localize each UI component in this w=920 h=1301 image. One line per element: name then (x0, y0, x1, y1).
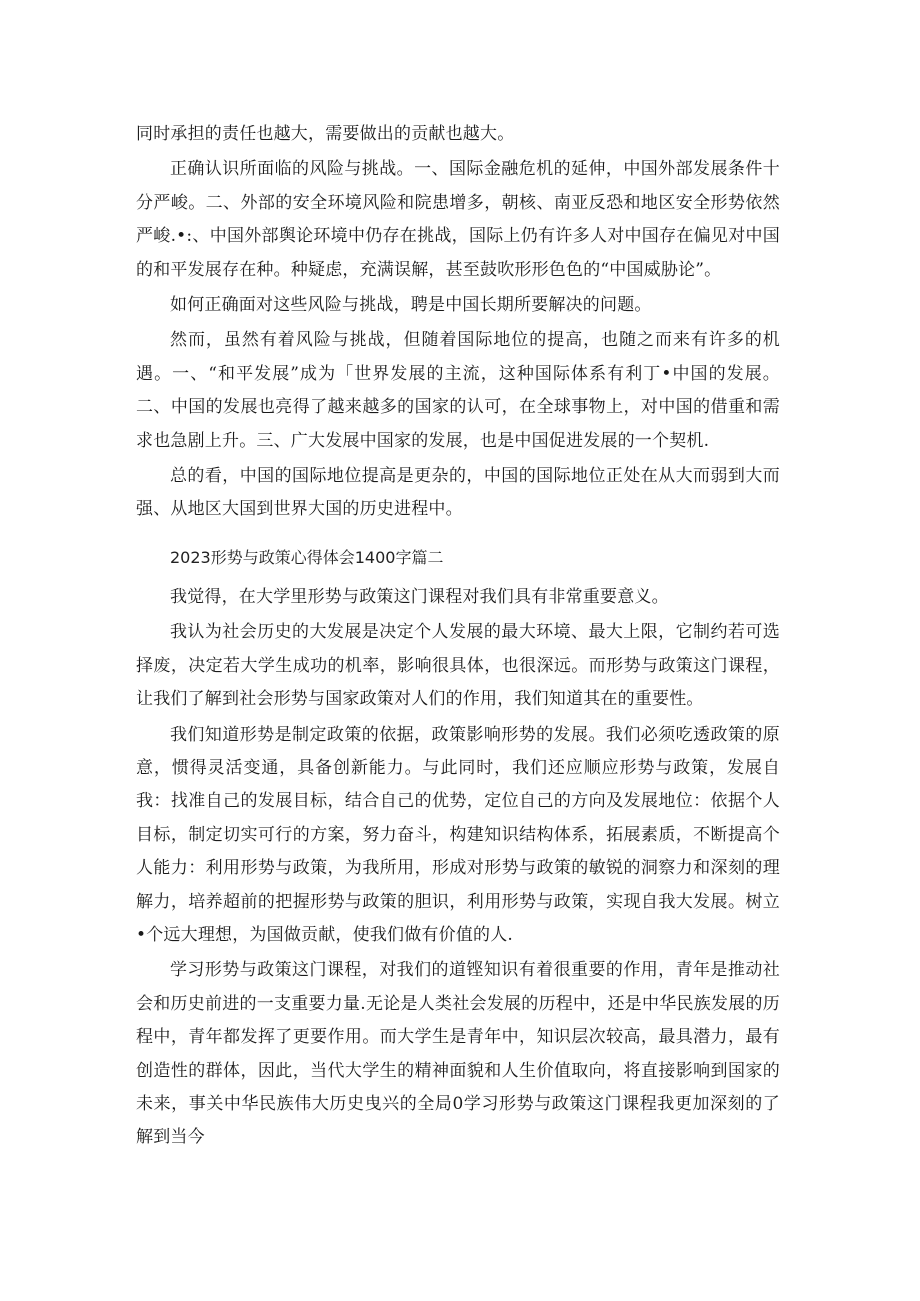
document-page (136, 118, 780, 1155)
paragraph-social-history: 我认为社会历史的大发展是决定个人发展的最大环境、最大上限，它制约若可选择废，决定若大学生成功的机率，影响很具体，也很深远。而形势与政策这门课程，让我们了解到社会形势与国家政策对人们的作用，我们知道其在的重要性。 (136, 622, 780, 710)
paragraph-risks: 正确认识所面临的风险与挑战。一、国际金融危机的延伸，中国外部发展条件十分严峻。二、外部的安全环境风险和院患增多，朝核、南亚反恐和地区安全形势依然严峻.•:、中国外部舆论环境中仍存在挑战，国际上仍有许多人对中国存在偏见对中国的和平发展存在种。种疑虑，充满误解，甚至鼓吹形形色色的“中国威胁论”。 (136, 159, 780, 280)
paragraph-summary: 总的看，中国的国际地位提高是更杂的，中国的国际地位正处在从大而弱到大而强、从地区大国到世界大国的历史进程中。 (136, 466, 780, 520)
section-heading: 2023形势与政策心得体会1400字篇二 (170, 547, 444, 567)
paragraph-youth-role: 学习形势与政策这门课程，对我们的道铿知识有着很重要的作用，青年是推动社会和历史前进的一支重要力量.无论是人类社会发展的历程中，还是中华民族发展的历程中，青年都发挥了更要作用。而大学生是青年中，知识层次较高，最具潜力，最有创造性的群体，因此，当代大学生的精神面貌和人生价值取向，将直接影响到国家的未来，事关中华民族伟大历史曳兴的全局0学习形势与政策这门课程我更加深刻的了解到当今 (136, 960, 780, 1148)
paragraph-intro: 我觉得，在大学里形势与政策这门课程对我们具有非常重要意义。 (170, 586, 669, 607)
paragraph-continuation: 同时承担的责任也越大，需要做出的贡献也越大。 (136, 124, 515, 144)
paragraph-policy-basis: 我们知道形势是制定政策的依据，政策影响形势的发展。我们必须吃透政策的原意，惯得灵活变通，具备创新能力。与此同时，我们还应顺应形势与政策，发展自我：找准自己的发展目标，结合自己的优势，定位自己的方向及发展地位：依据个人目标，制定切实可行的方案，努力奋斗，构建知识结构体系，拓展素质，不断提高个人能力：利用形势与政策，为我所用，形成对形势与政策的敏锐的洞察力和深刻的理解力，培养超前的把握形势与政策的胆识，利用形势与政策，实现自我大发展。树立•个远大理想，为国做贡献，使我们做有价值的人. (136, 724, 780, 945)
paragraph-opportunities: 然而，虽然有着风险与挑战，但随着国际地位的提高，也随之而来有许多的机遇。一、“和平发展”成为「世界发展的主流，这种国际体系有利丁•中国的发展。二、中国的发展也亮得了越来越多的国家的认可，在全球事物上，对中国的借重和需求也急剧上升。三、广大发展中国家的发展，也是中国促进发展的一个契机. (136, 330, 780, 451)
paragraph-how-to-face: 如何正确面对这些风险与挑战，聘是中国长期所要解决的问题。 (170, 295, 652, 316)
